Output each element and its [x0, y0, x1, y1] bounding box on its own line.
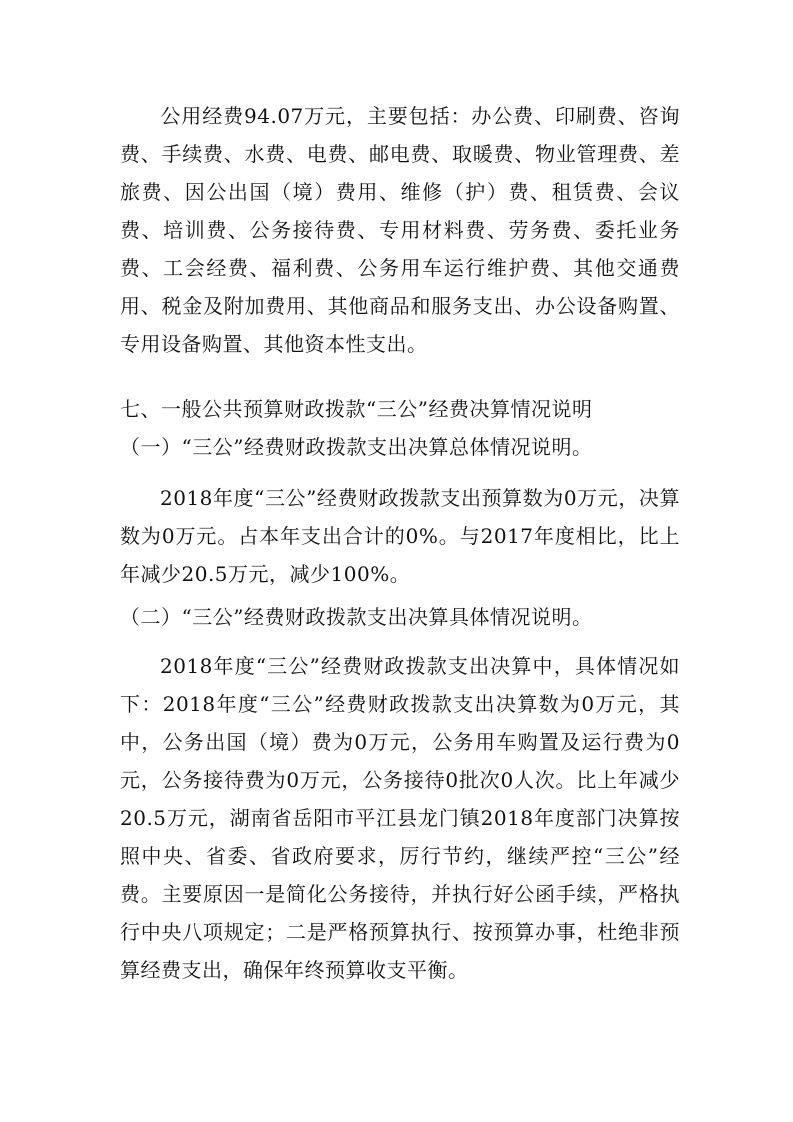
public-funds-paragraph [120, 97, 680, 363]
subsection-1-heading: （一）“三公”经费财政拨款支出决算总体情况说明。 [120, 435, 593, 459]
overall-text: 2018年度“三公”经费财政拨款支出预算数为0万元，决算数为0万元。占本年支出合计的0%。与2017年度相比，比上年减少20.5万元，减少100%。 [120, 486, 680, 586]
subsection-2-heading: （二）“三公”经费财政拨款支出决算具体情况说明。 [120, 605, 593, 629]
detail-paragraph [120, 647, 680, 989]
section-7-heading: 七、一般公共预算财政拨款“三公”经费决算情况说明 [120, 397, 593, 421]
detail-lead-text: 2018年度“三公”经费财政拨款支出决算中，具体情况如下： [120, 654, 680, 716]
detail-body-text: 2018年度“三公”经费财政拨款支出决算数为0万元，其中，公务出国（境）费为0万元，公务用车购置及运行费为0元，公务接待费为0万元，公务接待0批次0人次。比上年减少20.5万元，湖南省岳阳市平江县龙门镇2018年度部门决算按照中央、省委、省政府要求，厉行节约，继续严控“三公”经费。主要原因一是简化公务接待，并执行好公函手续，严格执行中央八项规定；二是严格预算执行、按预算办事，杜绝非预算经费支出，确保年终预算收支平衡。 [120, 692, 680, 982]
public-funds-text: 公用经费94.07万元，主要包括：办公费、印刷费、咨询费、手续费、水费、电费、邮电费、取暖费、物业管理费、差旅费、因公出国（境）费用、维修（护）费、租赁费、会议费、培训费、公务接待费、专用材料费、劳务费、委托业务费、工会经费、福利费、公务用车运行维护费、其他交通费用、税金及附加费用、其他商品和服务支出、办公设备购置、专用设备购置、其他资本性支出。 [120, 104, 680, 356]
overall-paragraph [120, 479, 680, 593]
